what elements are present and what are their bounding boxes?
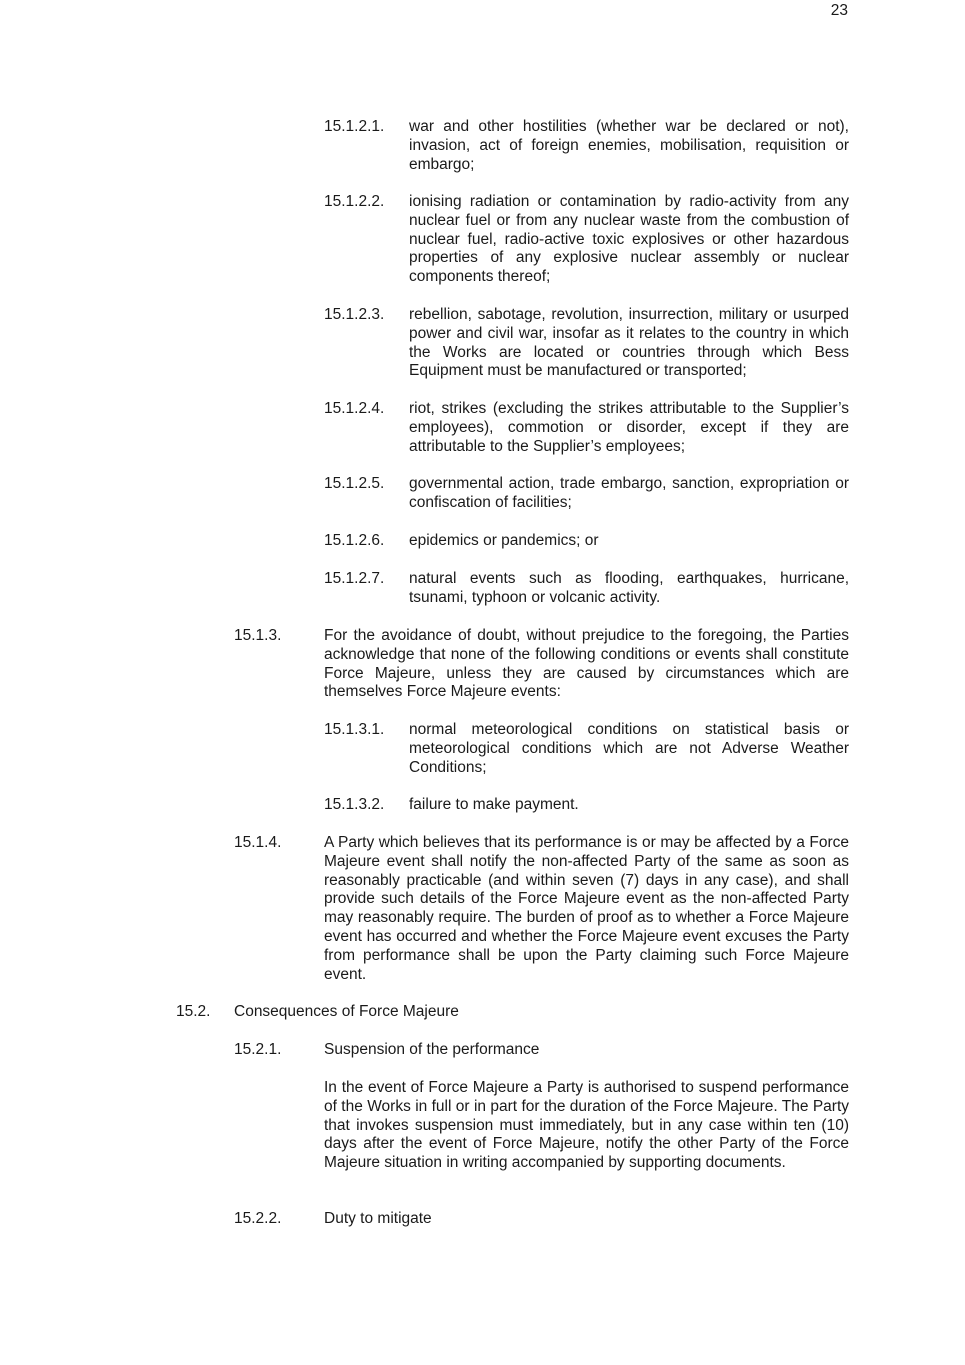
clause-15-2-2-heading: [234, 1210, 432, 1229]
clause-number: 15.1.3.: [234, 627, 282, 644]
clause-number: 15.1.4.: [234, 834, 282, 851]
clause-text: normal meteorological conditions on statistical basis or meteorological conditions which are not Adverse Weather Conditions;: [409, 721, 849, 776]
clause-15-1-4: [234, 834, 849, 984]
clause-15-2-1-body: In the event of Force Majeure a Party is authorised to suspend performance of the Works in full or in part for the duration of the Force Majeure. The Party that invokes suspension must immediately, but in any case within ten (10) days after the event of Force Majeure, notify the other Party of the Force Majeure situation in writing accompanied by supporting documents.: [324, 1079, 849, 1172]
clause-number: 15.1.2.7.: [324, 570, 385, 587]
clause-15-1-2-6: [324, 532, 849, 551]
clause-number: 15.2.2.: [234, 1210, 282, 1227]
section-title: Consequences of Force Majeure: [234, 1003, 459, 1020]
clause-text: war and other hostilities (whether war be declared or not), invasion, act of foreign enemies, mobilisation, requisition or embargo;: [409, 118, 849, 173]
clause-text: rebellion, sabotage, revolution, insurrection, military or usurped power and civil war, insofar as it relates to the country in which the Works are located or countries through which Bess Equipment must be manufactured or transported;: [409, 306, 849, 380]
clause-number: 15.1.2.4.: [324, 400, 385, 417]
clause-number: 15.1.2.5.: [324, 475, 385, 492]
clause-title: Duty to mitigate: [324, 1210, 432, 1227]
section-number: 15.2.: [176, 1003, 211, 1020]
clause-15-1-2-2: [324, 193, 849, 287]
clause-number: 15.1.3.1.: [324, 721, 385, 738]
clause-title: Suspension of the performance: [324, 1041, 540, 1058]
clause-text: epidemics or pandemics; or: [409, 532, 599, 549]
clause-text: ionising radiation or contamination by radio-activity from any nuclear fuel or from any nuclear waste from the combustion of nuclear fuel, radio-active toxic explosives or other hazardous properties of any explosive nuclear assembly or nuclear components thereof;: [409, 193, 849, 286]
clause-15-1-3-1: [324, 721, 849, 777]
clause-15-2-1-heading: [234, 1041, 539, 1060]
page-number: 23: [830, 2, 848, 19]
clause-number: 15.1.2.1.: [324, 118, 385, 135]
clause-15-1-2-4: [324, 400, 849, 456]
clause-text: natural events such as flooding, earthquakes, hurricane, tsunami, typhoon or volcanic activity.: [409, 570, 849, 606]
clause-text: riot, strikes (excluding the strikes attributable to the Supplier’s employees), commotion or disorder, except if they are attributable to the Supplier’s employees;: [409, 400, 849, 455]
clause-15-1-2-3: [324, 306, 849, 381]
clause-15-1-2-5: [324, 475, 849, 513]
clause-text: A Party which believes that its performance is or may be affected by a Force Majeure event shall notify the non-affected Party of the same as soon as reasonably practicable (and within seven (7) days in any case), and shall provide such details of the Force Majeure event as the non-affected Party may reasonably require. The burden of proof as to whether a Force Majeure event has occurred and whether the Force Majeure event excuses the Party from performance shall be upon the Party claiming such Force Majeure event.: [324, 834, 849, 983]
clause-text: governmental action, trade embargo, sanction, expropriation or confiscation of facilities;: [409, 475, 849, 511]
clause-15-1-3-2: [324, 796, 849, 815]
clause-number: 15.2.1.: [234, 1041, 282, 1058]
clause-15-1-3: [234, 627, 849, 702]
clause-number: 15.1.2.6.: [324, 532, 385, 549]
clause-text: For the avoidance of doubt, without prejudice to the foregoing, the Parties acknowledge that none of the following conditions or events shall constitute Force Majeure, unless they are caused by circumstances which are themselves Force Majeure events:: [324, 627, 849, 701]
clause-number: 15.1.2.2.: [324, 193, 385, 210]
clause-15-1-2-1: [324, 118, 849, 174]
clause-15-1-2-7: [324, 570, 849, 608]
clause-number: 15.1.3.2.: [324, 796, 385, 813]
clause-number: 15.1.2.3.: [324, 306, 385, 323]
clause-text: failure to make payment.: [409, 796, 579, 813]
section-15-2-heading: [176, 1003, 459, 1022]
